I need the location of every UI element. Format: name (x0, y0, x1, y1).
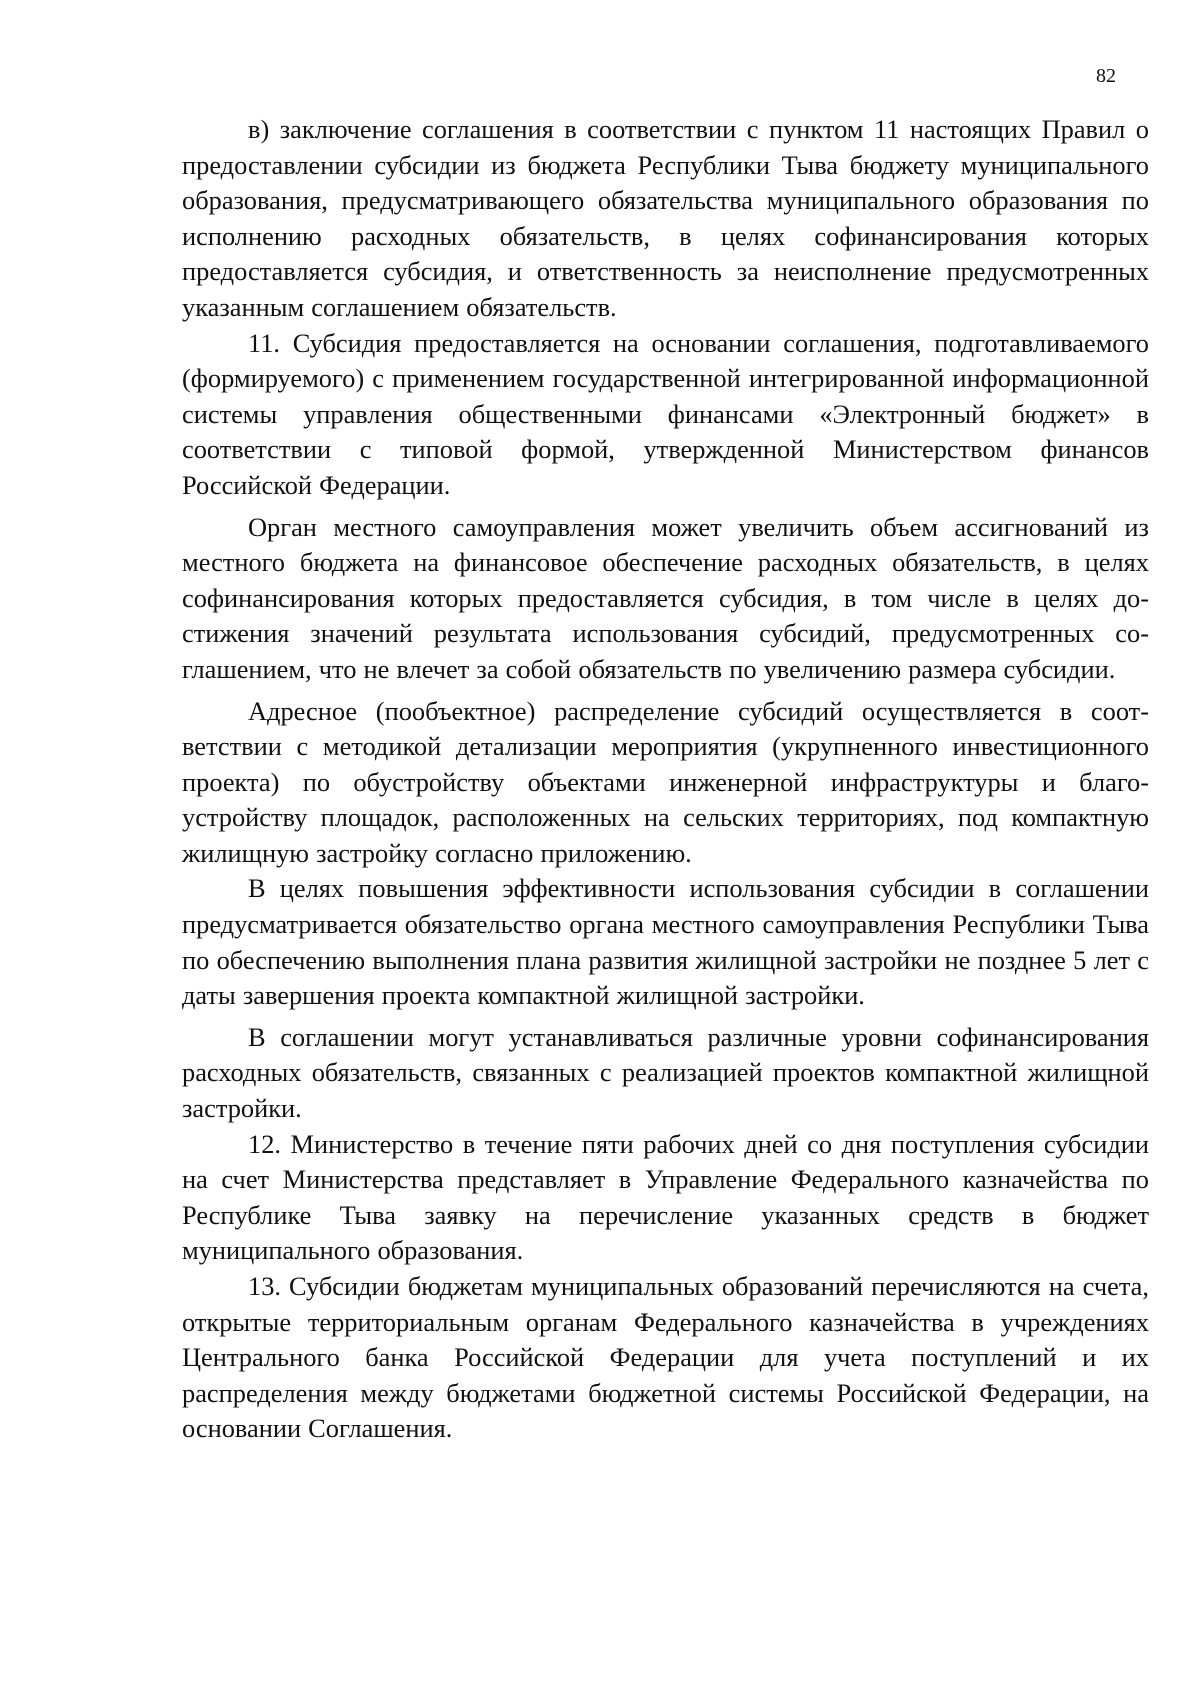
paragraph-cofinancing-levels: В соглашении могут устанавливаться различные уровни софинансирования расходных обязательств, связанных с реализацией проектов компактной жилищной застройки. (182, 1021, 1149, 1124)
paragraph-local-self-government: Орган местного самоуправления может увеличить объем ассигнований из местного бюджета на финансовое обеспечение расходных обязательств, в целях софинансирования которых предоставляется субсидия, в том числе в целях достижения значений результата использования субсидий, предусмотренных соглашением, что не влечет за собой обязательств по увеличению размера субсидии. (182, 511, 1149, 684)
paragraph-13-transfer-accounts: 13. Субсидии бюджетам муниципальных образований перечисляются на счета, открытые территориальным органам Федерального казначейства в учреждениях Центрального банка Российской Федерации для учета поступлений и их распределения между бюджетами бюджетной системы Российской Федерации, на основании Соглашения. (182, 1271, 1149, 1444)
paragraph-address-distribution: Адресное (пообъектное) распределение субсидий осуществляется в соответствии с методикой детализации мероприятия (укрупненного инвестиционного проекта) по обустройству объектами инженерной инфраструктуры и благоустройству площадок, расположенных на сельских территориях, под компактную жилищную застройку согласно приложению. (182, 695, 1149, 868)
paragraph-11-subsidy-basis: 11. Субсидия предоставляется на основании соглашения, подготавливаемого (формируемого) с применением государственной интегрированной информационной системы управления общественными финансами «Электронный бюджет» в соответствии с типовой формой, утвержденной Министерством финансов Российской Федерации. (182, 327, 1149, 500)
document-body (182, 112, 1149, 1447)
paragraph-12-ministry-application: 12. Министерство в течение пяти рабочих дней со дня поступления субсидии на счет Министерства представляет в Управление Федерального казначейства по Республике Тыва заявку на перечисление указанных средств в бюджет муниципального образования. (182, 1128, 1149, 1266)
paragraph-agreement-conclusion: в) заключение соглашения в соответствии с пунктом 11 настоящих Правил о предоставлении субсидии из бюджета Республики Тыва бюджету муниципального образования, предусматривающего обязательства муниципального образования по исполнению расходных обязательств, в целях софинансирования которых предоставляется субсидия, и ответственность за неисполнение предусмотренных указанным соглашением обязательств. (182, 114, 1149, 322)
paragraph-efficiency-obligation: В целях повышения эффективности использования субсидии в соглашении предусматривается обязательство органа местного самоуправления Республики Тыва по обеспечению выполнения плана развития жилищной застройки не позднее 5 лет с даты завершения проекта компактной жилищной застройки. (182, 873, 1149, 1011)
page-number: 82 (1096, 65, 1116, 87)
